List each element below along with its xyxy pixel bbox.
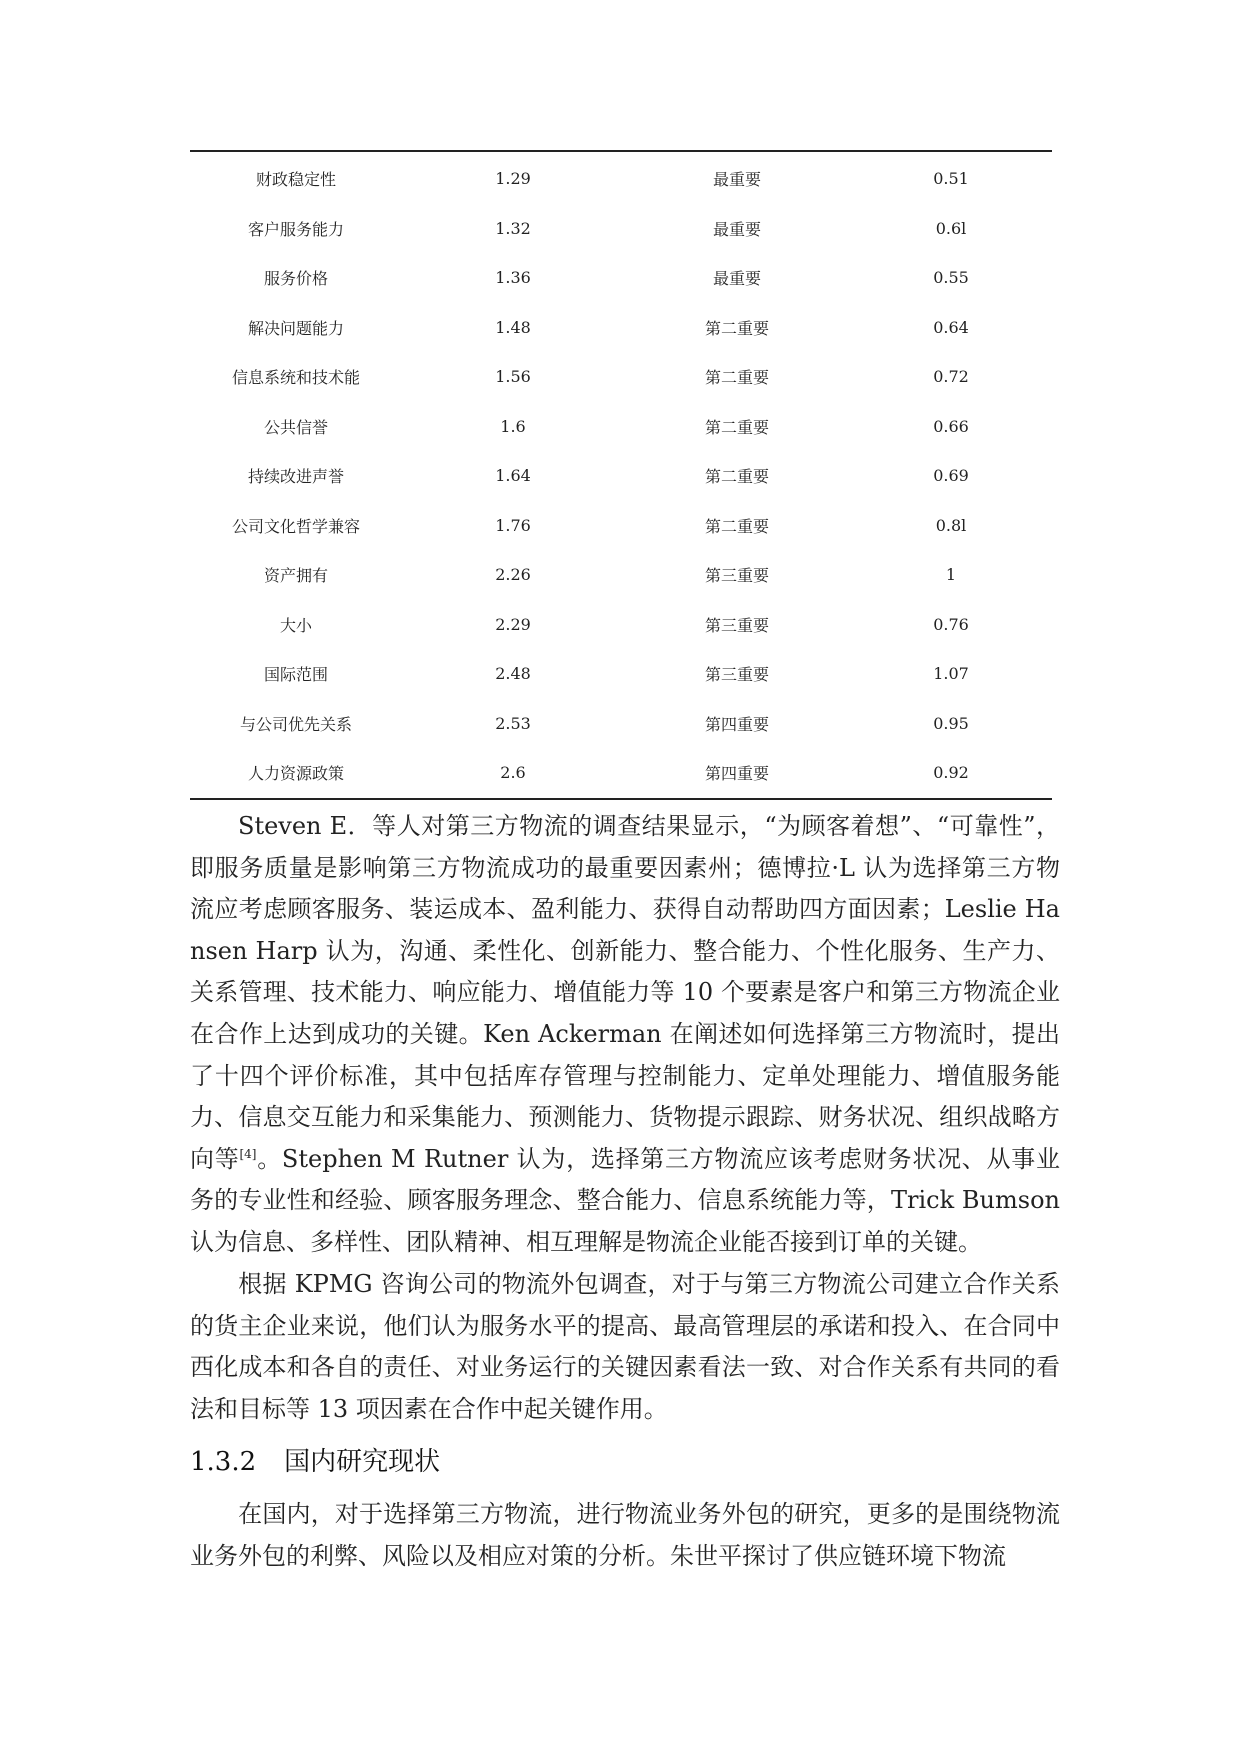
table-cell: 最重要 bbox=[712, 170, 761, 190]
table-cell: 第二重要 bbox=[704, 417, 769, 437]
paragraph-text: 在国内，对于选择第三方物流，进行物流业务外包的研究，更多的是围绕物流业务外包的利弊、风险以及相应对策的分析。朱世平探讨了供应链环境下物流 bbox=[190, 1500, 1060, 1570]
table-row bbox=[190, 748, 1052, 798]
table-cell: 1.48 bbox=[495, 317, 531, 337]
table-cell: 第二重要 bbox=[704, 318, 769, 338]
table-row bbox=[190, 402, 1052, 452]
table-cell: 与公司优先关系 bbox=[239, 714, 352, 734]
table-cell: 最重要 bbox=[712, 269, 761, 289]
table-cell: 客户服务能力 bbox=[247, 219, 344, 239]
table-cell: 大小 bbox=[279, 615, 312, 635]
table-row bbox=[190, 649, 1052, 699]
paragraph-kpmg-survey bbox=[190, 1264, 1060, 1430]
table-cell: 人力资源政策 bbox=[247, 764, 344, 784]
paragraph-text: 。Stephen M Rutner 认为，选择第三方物流应该考虑财务状况、从事业务的专业性和经验、顾客服务理念、整合能力、信息系统能力等，Trick Bumson 认为信息、多样性、团队精神、相互理解是物流企业能否接到订单的关键。 bbox=[190, 1144, 1060, 1256]
table-cell: 1.6 bbox=[500, 416, 526, 436]
table-cell: 持续改进声誉 bbox=[247, 467, 344, 487]
table-cell: 0.6l bbox=[935, 218, 967, 238]
paragraph-text: 根据 KPMG 咨询公司的物流外包调查，对于与第三方物流公司建立合作关系的货主企业来说，他们认为服务水平的提高、最高管理层的承诺和投入、在合同中西化成本和各自的责任、对业务运行的关键因素看法一致、对合作关系有共同的看法和目标等 13 项因素在合作中起关键作用。 bbox=[190, 1270, 1060, 1423]
table-cell: 第三重要 bbox=[704, 615, 769, 635]
table-cell: 2.6 bbox=[500, 763, 526, 783]
paragraph-text: Steven E．等人对第三方物流的调查结果显示，“为顾客着想”、“可靠性”，即服务质量是影响第三方物流成功的最重要因素州；德博拉·L 认为选择第三方物流应考虑顾客服务、装运成本、盈利能力、获得自动帮助四方面因素；Leslie Hansen Harp 认为，沟通、柔性化、创新能力、整合能力、个性化服务、生产力、关系管理、技术能力、响应能力、增值能力等 10 个要素是客户和第三方物流企业在合作上达到成功的关键。Ken Ackerman 在阐述如何选择第三方物流时，提出了十四个评价标准，其中包括库存管理与控制能力、定单处理能力、增值服务能力、信息交互能力和采集能力、预测能力、货物提示跟踪、财务状况、组织战略方向等 bbox=[190, 812, 1060, 1173]
table-row bbox=[190, 501, 1052, 551]
table-cell: 0.69 bbox=[933, 466, 969, 486]
table-cell: 最重要 bbox=[712, 219, 761, 239]
table-cell: 财政稳定性 bbox=[255, 170, 336, 190]
table-row bbox=[190, 204, 1052, 254]
table-bottom-rule bbox=[190, 798, 1052, 800]
table-row bbox=[190, 600, 1052, 650]
table-cell: 0.51 bbox=[933, 169, 969, 189]
table-cell: 第三重要 bbox=[704, 665, 769, 685]
section-heading bbox=[190, 1442, 440, 1482]
table-cell: 0.92 bbox=[933, 763, 969, 783]
table-cell: 资产拥有 bbox=[263, 566, 328, 586]
table-cell: 0.95 bbox=[933, 713, 969, 733]
table-row bbox=[190, 253, 1052, 303]
table-cell: 2.48 bbox=[495, 664, 531, 684]
table-row bbox=[190, 352, 1052, 402]
table-cell: 1.76 bbox=[495, 515, 531, 535]
table-row bbox=[190, 699, 1052, 749]
table-cell: 信息系统和技术能 bbox=[231, 368, 360, 388]
table-cell: 0.8l bbox=[935, 515, 967, 535]
paragraph-domestic-studies bbox=[190, 1494, 1060, 1577]
table-cell: 1.56 bbox=[495, 367, 531, 387]
table-cell: 1.64 bbox=[495, 466, 531, 486]
table-cell: 第三重要 bbox=[704, 566, 769, 586]
table-cell: 2.26 bbox=[495, 565, 531, 585]
table-cell: 1.29 bbox=[495, 169, 531, 189]
table-cell: 第二重要 bbox=[704, 368, 769, 388]
table-cell: 1.32 bbox=[495, 218, 531, 238]
table-cell: 0.72 bbox=[933, 367, 969, 387]
table-cell: 第四重要 bbox=[704, 764, 769, 784]
table-cell: 1.07 bbox=[933, 664, 969, 684]
table-cell: 0.55 bbox=[933, 268, 969, 288]
table-row bbox=[190, 303, 1052, 353]
table-cell: 0.76 bbox=[933, 614, 969, 634]
table-row bbox=[190, 550, 1052, 600]
table-row bbox=[190, 154, 1052, 204]
table-row bbox=[190, 451, 1052, 501]
table-cell: 公共信誉 bbox=[263, 417, 328, 437]
table-cell: 第四重要 bbox=[704, 714, 769, 734]
table-cell: 2.29 bbox=[495, 614, 531, 634]
table-cell: 2.53 bbox=[495, 713, 531, 733]
table-cell: 0.64 bbox=[933, 317, 969, 337]
paragraph-international-studies bbox=[190, 806, 1060, 1264]
evaluation-table bbox=[190, 154, 1052, 798]
table-cell: 0.66 bbox=[933, 416, 969, 436]
table-cell: 解决问题能力 bbox=[247, 318, 344, 338]
table-cell: 国际范围 bbox=[263, 665, 328, 685]
table-cell: 公司文化哲学兼容 bbox=[231, 516, 360, 536]
citation-superscript: [4] bbox=[239, 1146, 257, 1161]
table-top-rule bbox=[190, 150, 1052, 152]
table-cell: 1 bbox=[945, 565, 957, 585]
table-cell: 第二重要 bbox=[704, 467, 769, 487]
table-cell: 1.36 bbox=[495, 268, 531, 288]
section-title: 国内研究现状 bbox=[284, 1447, 441, 1477]
section-number: 1.3.2 bbox=[190, 1447, 257, 1477]
table-cell: 服务价格 bbox=[263, 269, 328, 289]
table-cell: 第二重要 bbox=[704, 516, 769, 536]
